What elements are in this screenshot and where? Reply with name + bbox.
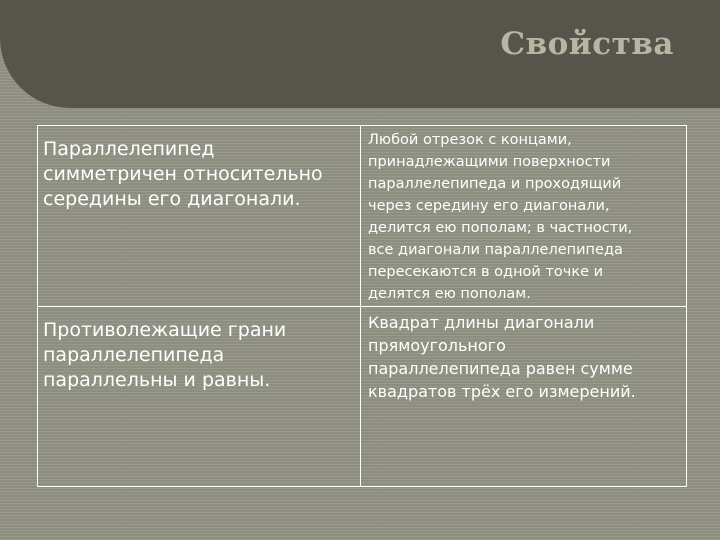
table-cell-property (38, 307, 361, 487)
property-text: Противолежащие грани параллелепипеда параллельны и равны. (43, 319, 287, 391)
explanation-text: Любой отрезок с концами, принадлежащими поверхности параллелепипеда и проходящий через середину его диагонали, делится ею пополам; в частности, все диагонали параллелепипеда пересекаются в одной точке и делятся ею пополам. (368, 132, 633, 302)
table-row (38, 126, 687, 307)
slide-title: Свойства (500, 26, 674, 62)
table-cell-explanation (361, 126, 687, 307)
table-cell-property (38, 126, 361, 307)
properties-table (37, 125, 687, 487)
table-cell-explanation (361, 307, 687, 487)
explanation-text: Квадрат длины диагонали прямоугольного параллелепипеда равен сумме квадратов трёх его измерений. (368, 313, 636, 401)
property-text: Параллелепипед симметричен относительно середины его диагонали. (43, 138, 323, 210)
table-row (38, 307, 687, 487)
